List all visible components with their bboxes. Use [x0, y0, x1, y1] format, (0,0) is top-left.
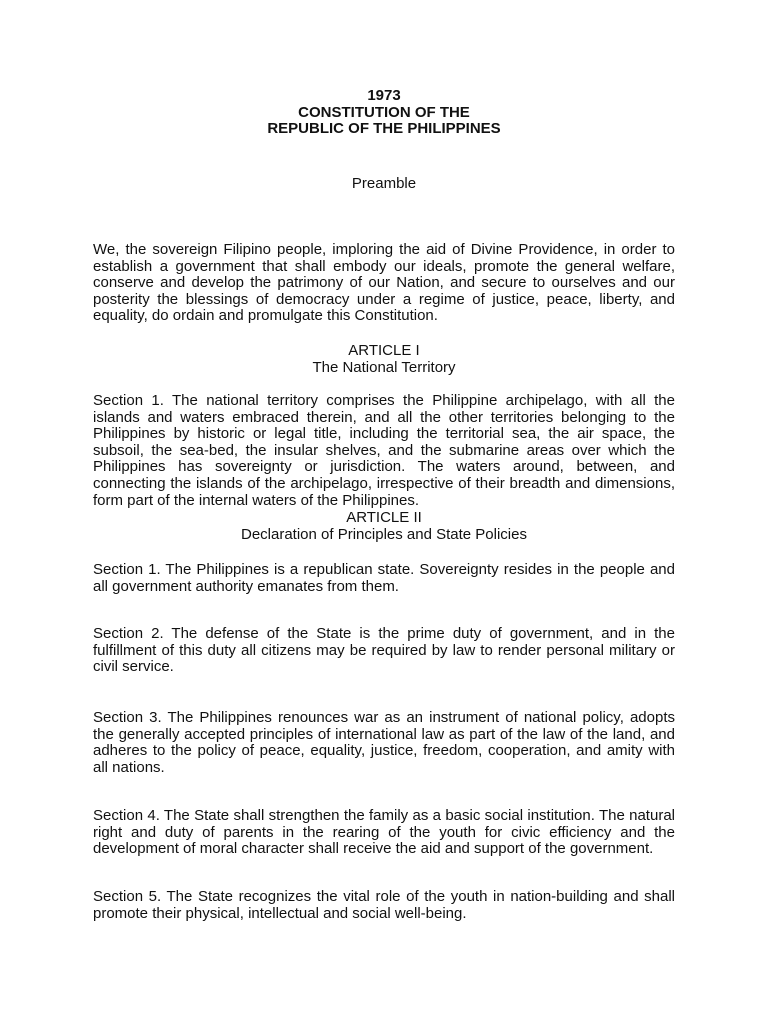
- article-2-subheading: Declaration of Principles and State Policies: [241, 525, 527, 543]
- article-2-section-5: Section 5. The State recognizes the vital role of the youth in nation-building and shall promote their physical, intellectual and social well-being.: [93, 888, 675, 922]
- article-2-section-4: Section 4. The State shall strengthen the family as a basic social institution. The natural right and duty of parents in the rearing of the youth for civic efficiency and the development of moral character shall receive the aid and support of the government.: [93, 807, 675, 858]
- article-2-heading-block: [0, 510, 768, 543]
- article-1-subheading: The National Territory: [312, 358, 456, 376]
- document-title: [0, 88, 768, 138]
- title-year: 1973: [367, 87, 401, 104]
- title-line-republic: REPUBLIC OF THE PHILIPPINES: [267, 120, 501, 137]
- article-1-section-1: Section 1. The national territory comprises the Philippine archipelago, with all the islands and waters embraced therein, and all the other territories belonging to the Philippines by historic or legal title, including the territorial sea, the air space, the subsoil, the sea-bed, the insular shelves, and the submarine areas over which the Philippines has sovereignty or jurisdiction. The waters around, between, and connecting the islands of the archipelago, irrespective of their breadth and dimensions, form part of the internal waters of the Philippines.: [93, 392, 675, 509]
- preamble-heading: Preamble: [351, 175, 417, 192]
- article-1-heading-block: [0, 343, 768, 376]
- title-line-constitution: CONSTITUTION OF THE: [298, 103, 470, 121]
- article-2-section-1: Section 1. The Philippines is a republican state. Sovereignty resides in the people and all government authority emanates from them.: [93, 561, 675, 595]
- preamble-text: We, the sovereign Filipino people, imploring the aid of Divine Providence, in order to establish a government that shall embody our ideals, promote the general welfare, conserve and develop the patrimony of our Nation, and secure to ourselves and our posterity the blessings of democracy under a regime of justice, peace, liberty, and equality, do ordain and promulgate this Constitution.: [93, 241, 675, 325]
- article-2-section-3: Section 3. The Philippines renounces war as an instrument of national policy, adopts the generally accepted principles of international law as part of the law of the land, and adheres to the policy of peace, equality, justice, freedom, cooperation, and amity with all nations.: [93, 709, 675, 776]
- article-2-section-2: Section 2. The defense of the State is the prime duty of government, and in the fulfillment of this duty all citizens may be required by law to render personal military or civil service.: [93, 625, 675, 676]
- article-2-heading: ARTICLE II: [346, 509, 422, 526]
- article-1-heading: ARTICLE I: [348, 342, 420, 359]
